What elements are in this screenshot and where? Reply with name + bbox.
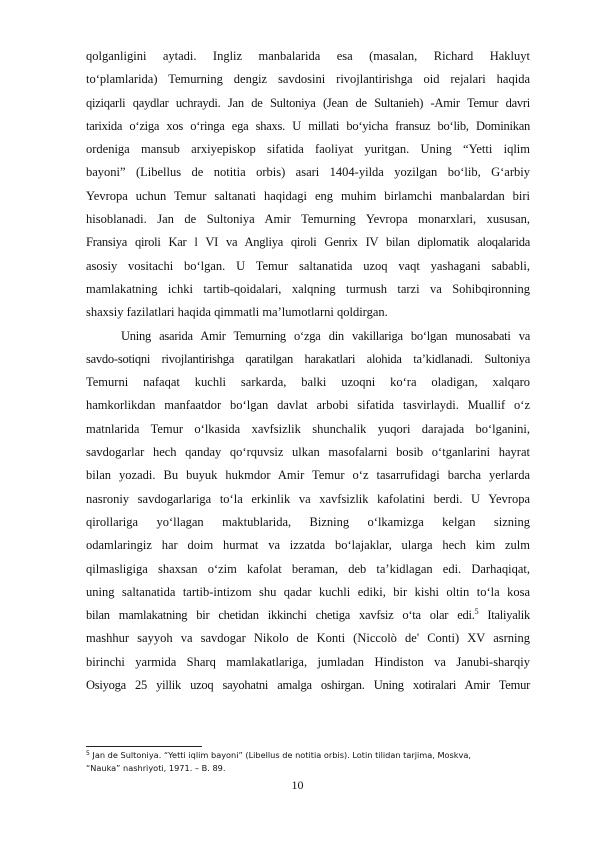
paragraph-line: bayoni” (Libellus de notitia orbis) asari 1404-yilda yozilgan bo‘lib, G‘arbiy — [86, 165, 530, 180]
paragraph-line: Yevropa uchun Temur saltanati haqidagi eng muhim birlamchi manbalardan biri — [86, 188, 530, 203]
footnote-text: Jan de Sultoniya. “Yetti iqlim bayoni” (Libellus de notitia orbis). Lotin tilidan tarjima, Moskva, — [89, 750, 472, 760]
paragraph-line: mamlakatning ichki tartib-qoidalari, xalqning turmush tarzi va Sohibqironning — [86, 281, 530, 296]
paragraph-line: tarixida o‘ziga xos o‘ringa ega shaxs. U millati bo‘yicha fransuz bo‘lib, Dominikan — [86, 118, 530, 133]
paragraph-2 — [86, 325, 530, 698]
footnote-divider — [86, 746, 202, 747]
paragraph-line: savdogarlar hech qanday qo‘rquvsiz ulkan masofalarni bosib o‘tganlarini hayrat — [86, 445, 530, 460]
footnote-reference[interactable]: 5 — [474, 607, 479, 617]
paragraph-text: Italiyalik — [478, 608, 530, 623]
paragraph-line: birinchi yarmida Sharq mamlakatlariga, jumladan Hindiston va Janubi-sharqiy — [86, 654, 530, 669]
footnote-line: “Nauka” nashriyoti, 1971. – B. 89. — [86, 762, 226, 773]
paragraph-line: hamkorlikdan manfaatdor bo‘lgan davlat arbobi sifatida tasvirlaydi. Muallif o‘z — [86, 398, 530, 413]
paragraph-line: Osiyoga 25 yillik uzoq sayohatni amalga oshirgan. Uning xotiralari Amir Temur — [86, 678, 530, 693]
paragraph-line: hisoblanadi. Jan de Sultoniya Amir Temurning Yevropa monarxlari, xususan, — [86, 212, 530, 227]
paragraph-line: qolganligini aytadi. Ingliz manbalarida esa (masalan, Richard Hakluyt — [86, 49, 530, 63]
paragraph-line: nasroniy savdogarlariga to‘la erkinlik va xavfsizlik kafolatini berdi. U Yevropa — [86, 491, 530, 506]
paragraph-line: Temurni nafaqat kuchli sarkarda, balki uzoqni ko‘ra oladigan, xalqaro — [86, 375, 530, 390]
paragraph-line: qilmasligiga shaxsan o‘zim kafolat beraman, deb ta’kidlagan edi. Darhaqiqat, — [86, 561, 530, 576]
paragraph-line: qiziqarli qaydlar uchraydi. Jan de Sultoniya (Jean de Sultanieh) -Amir Temur davri — [86, 95, 530, 110]
paragraph-line: qirollariga yo‘llagan maktublarida, Bizning o‘lkamizga kelgan sizning — [86, 514, 530, 529]
paragraph-line: uning saltanatida tartib-intizom shu qadar kuchli ediki, bir kishi oltin to‘la kosa — [86, 584, 530, 599]
paragraph-line: shaxsiy fazilatlari haqida qimmatli ma’lumotlarni qoldirgan. — [86, 305, 388, 320]
footnote-line — [86, 749, 530, 762]
paragraph-text: bilan mamlakatning bir chetidan ikkinchi chetiga xavfsiz o‘ta olar edi. — [86, 608, 475, 623]
paragraph-1 — [86, 45, 530, 325]
document-body — [86, 45, 530, 697]
page-number: 10 — [291, 778, 304, 792]
footnote — [86, 749, 530, 774]
paragraph-line: bilan yozadi. Bu buyuk hukmdor Amir Temur o‘z tasarrufidagi barcha yerlarda — [86, 468, 530, 483]
paragraph-line: matnlarida Temur o‘lkasida xavfsizlik shunchalik yuqori darajada bo‘lganini, — [86, 421, 530, 436]
paragraph-line: ordeniga mansub arxiyepiskop sifatida faoliyat yuritgan. Uning “Yetti iqlim — [86, 142, 530, 157]
paragraph-line-with-footnote — [86, 604, 530, 627]
footnote-number: 5 — [86, 750, 90, 757]
paragraph-line: Uning asarida Amir Temurning o‘zga din vakillariga bo‘lgan munosabati va — [121, 328, 530, 343]
paragraph-line: Fransiya qiroli Kar l VI va Angliya qiroli Genrix IV bilan diplomatik aloqalarida — [86, 235, 530, 250]
paragraph-line: odamlaringiz har doim hurmat va izzatda bo‘lajaklar, ularga hech kim zulm — [86, 538, 530, 553]
paragraph-line: to‘plamlarida) Temurning dengiz savdosini rivojlantirishga oid rejalari haqida — [86, 72, 530, 87]
paragraph-line: asosiy vositachi bo‘lgan. U Temur saltanatida uzoq vaqt yashagani sababli, — [86, 258, 530, 273]
paragraph-line: mashhur sayyoh va savdogar Nikolo de Konti (Niccolò de' Conti) XV asrning — [86, 631, 530, 646]
paragraph-line: savdo-sotiqni rivojlantirishga qaratilgan harakatlari alohida ta’kidlanadi. Sultoniya — [86, 351, 530, 366]
